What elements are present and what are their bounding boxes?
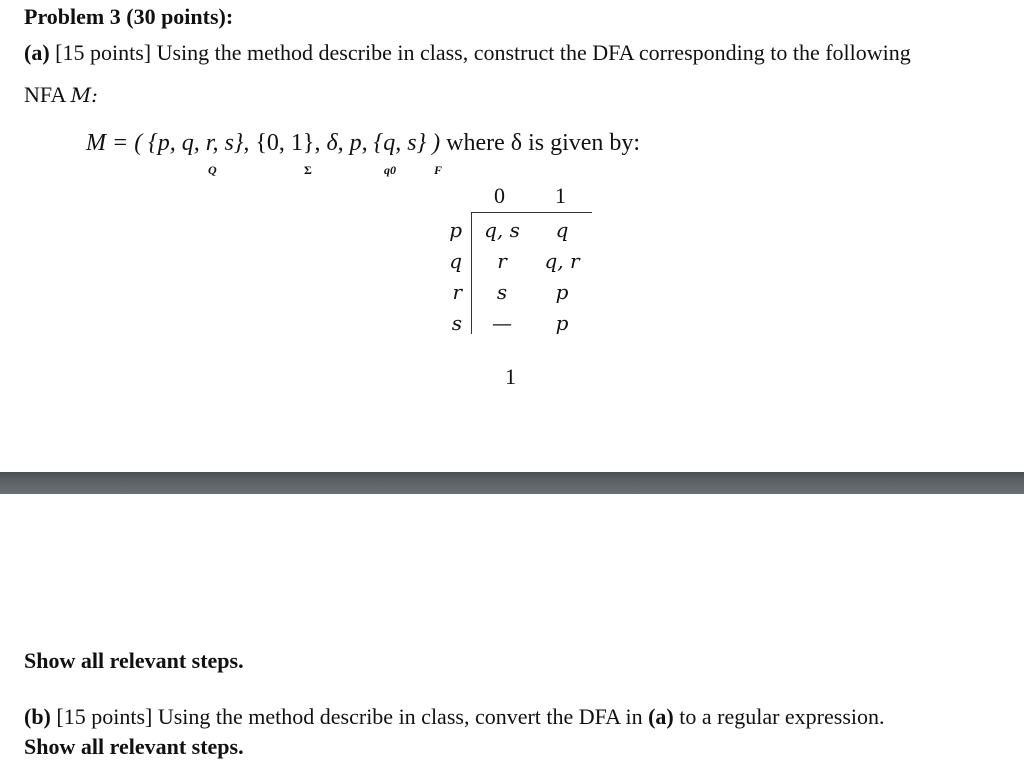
table-cell-on0: s — [496, 280, 508, 304]
table-cell-on0: q, s — [484, 218, 520, 242]
table-row-state: q — [449, 249, 462, 273]
formula-start: p, — [349, 130, 368, 156]
nfa-definition — [86, 130, 640, 157]
table-header-rule — [472, 212, 592, 213]
formula-lhs: M = — [86, 130, 129, 156]
part-b-text-1: Using the method describe in class, convert the DFA in — [157, 704, 643, 729]
table-row-state: r — [452, 280, 462, 304]
part-a-label: (a) — [24, 40, 50, 65]
underbrace-sigma-label: Σ — [304, 163, 312, 177]
part-b-statement — [24, 704, 885, 730]
formula-delta: δ, — [326, 130, 344, 156]
problem-heading: Problem 3 (30 points): — [24, 4, 234, 29]
table-cell-on1: p — [555, 311, 569, 335]
table-cell-on1: q — [555, 218, 569, 242]
underbrace-f-label: F — [434, 163, 443, 177]
show-steps-b: Show all relevant steps. — [24, 734, 244, 759]
nfa-line — [24, 82, 98, 108]
table-header-1: 1 — [555, 183, 566, 208]
nfa-symbol: M: — [70, 83, 98, 107]
formula-states: ( {p, q, r, s}, — [134, 130, 250, 156]
table-row-state: s — [451, 311, 462, 335]
table-cell-on0: — — [492, 311, 512, 335]
table-cell-on0: r — [497, 249, 507, 273]
table-cell-on1: p — [555, 280, 569, 304]
underbrace-q-label: Q — [208, 163, 217, 177]
table-row-state: p — [449, 218, 462, 242]
formula-where: where δ is given by: — [446, 130, 641, 156]
show-steps-a: Show all relevant steps. — [24, 648, 244, 673]
formula-alphabet: {0, 1}, — [255, 130, 321, 156]
page-number: 1 — [505, 364, 516, 389]
part-a-points: [15 points] — [55, 40, 152, 65]
part-b-reference: (a) — [648, 704, 674, 729]
part-b-points: [15 points] — [56, 704, 153, 729]
formula-finals: {q, s} ) — [373, 130, 441, 156]
page-divider — [0, 472, 1024, 494]
part-b-text-2: to a regular expression. — [679, 704, 885, 729]
part-a-statement — [24, 40, 911, 66]
table-header-0: 0 — [494, 183, 505, 208]
part-b-label: (b) — [24, 704, 51, 729]
part-a-text: Using the method describe in class, construct the DFA corresponding to the following — [156, 40, 911, 65]
underbrace-q0-label: q0 — [384, 163, 396, 177]
table-cell-on1: q, r — [544, 249, 580, 273]
nfa-word: NFA — [24, 82, 66, 107]
